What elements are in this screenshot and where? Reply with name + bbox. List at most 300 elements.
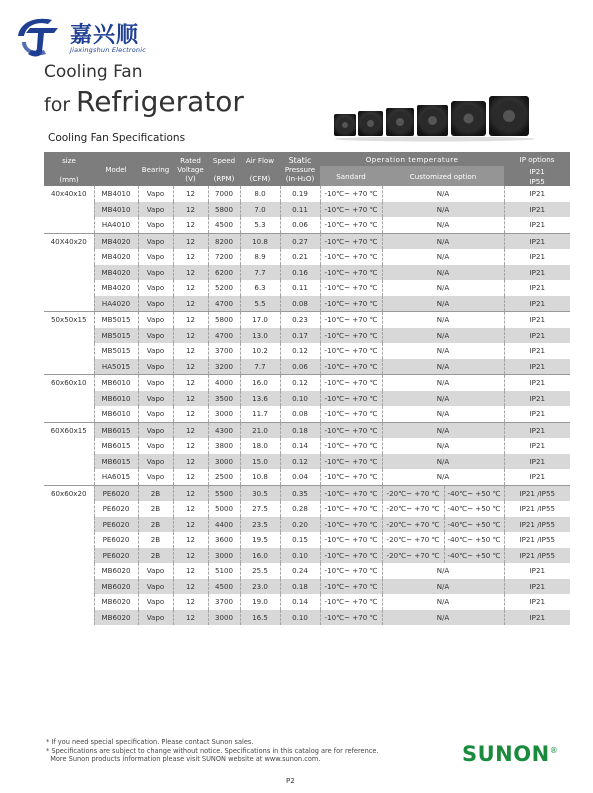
cell-pressure: 0.11 [280, 202, 320, 218]
cell-standard-temp: -10℃~ +70 ℃ [320, 359, 382, 375]
cell-voltage: 12 [173, 485, 208, 501]
cell-speed: 7200 [208, 249, 240, 265]
cell-size [44, 438, 94, 454]
cell-model: MB5015 [94, 328, 138, 344]
cell-bearing: Vapo [138, 579, 173, 595]
table-row [44, 249, 570, 265]
cell-customized-1: N/A [382, 359, 504, 375]
spec-section-heading: Cooling Fan Specifications [48, 132, 186, 144]
cell-standard-temp: -10℃~ +70 ℃ [320, 343, 382, 359]
cell-voltage: 12 [173, 501, 208, 517]
jxs-logo-icon [12, 12, 68, 60]
cell-speed: 3700 [208, 594, 240, 610]
cell-ip: IP21 /IP55 [519, 504, 555, 514]
header-size-unit: (mm) [59, 175, 79, 184]
cell-model: MB5015 [94, 312, 138, 328]
cell-standard-temp: -10℃~ +70 ℃ [320, 548, 382, 564]
cell-size [44, 343, 94, 359]
cell-ip: IP21 [529, 409, 545, 419]
cell-airflow: 5.3 [240, 217, 280, 233]
cell-customized-1: N/A [382, 391, 504, 407]
cell-airflow: 21.0 [240, 422, 280, 438]
header-size-label: size [62, 156, 76, 165]
cell-ip: IP21 [529, 220, 545, 230]
footnote-3: More Sunon products information please visit SUNON website at www.sunon.com. [46, 755, 321, 763]
cell-bearing: Vapo [138, 359, 173, 375]
cell-customized-1: N/A [382, 249, 504, 265]
header-ip55: IP55 [504, 176, 570, 186]
cell-bearing: Vapo [138, 280, 173, 296]
cell-customized-1: N/A [382, 422, 504, 438]
cell-size: 60x60x10 [44, 375, 94, 391]
cell-voltage: 12 [173, 532, 208, 548]
cell-customized-2: -40℃~ +50 ℃ [444, 485, 504, 501]
header-pressure [280, 152, 320, 186]
table-row [44, 517, 570, 533]
cell-size: 40X40x20 [44, 233, 94, 249]
cell-speed: 4500 [208, 579, 240, 595]
cell-ip: IP21 [504, 391, 570, 407]
header-pressure-unit: (In-H₂O) [285, 173, 315, 183]
cell-bearing: 2B [138, 485, 173, 501]
cell-speed: 6200 [208, 265, 240, 281]
cell-customized-1: N/A [382, 406, 504, 422]
cell-customized-1: N/A [382, 202, 504, 218]
table-row [44, 594, 570, 610]
cell-customized-1: N/A [382, 328, 504, 344]
cell-customized-1: N/A [382, 217, 504, 233]
cell-ip: IP21 [504, 610, 570, 626]
cell-customized-1: -20℃~ +70 ℃ [382, 501, 444, 517]
cell-model: HA5015 [94, 359, 138, 375]
cell-pressure: 0.21 [280, 249, 320, 265]
spec-table [44, 152, 570, 625]
cell-size [44, 391, 94, 407]
cell-airflow: 19.0 [240, 594, 280, 610]
table-row [44, 563, 570, 579]
cell-ip: IP21 [504, 579, 570, 595]
cell-voltage: 12 [173, 359, 208, 375]
cell-ip: IP21 [504, 375, 570, 391]
cell-airflow: 11.7 [240, 406, 280, 422]
cell-size: 40x40x10 [44, 186, 94, 202]
cell-model: MB4020 [94, 233, 138, 249]
cell-customized-2: -40℃~ +50 ℃ [444, 501, 504, 517]
header-model: Model [94, 152, 138, 186]
cell-standard-temp: -10℃~ +70 ℃ [320, 249, 382, 265]
cell-model: PE6020 [94, 501, 138, 517]
table-row [44, 328, 570, 344]
header-airflow [240, 152, 280, 186]
cell-bearing: Vapo [138, 610, 173, 626]
cell-speed: 3000 [208, 610, 240, 626]
cell-standard-temp: -10℃~ +70 ℃ [320, 202, 382, 218]
cell-bearing: 2B [138, 501, 173, 517]
cell-voltage: 12 [173, 454, 208, 470]
cell-ip: IP21 [529, 189, 545, 199]
cell-ip: IP21 [529, 441, 545, 451]
cell-speed: 3600 [208, 532, 240, 548]
header-speed [208, 152, 240, 186]
cell-airflow: 8.0 [240, 186, 280, 202]
header-voltage-label: Voltage [177, 164, 204, 174]
cell-standard-temp: -10℃~ +70 ℃ [320, 563, 382, 579]
cell-ip: IP21 [504, 312, 570, 328]
cell-voltage: 12 [173, 202, 208, 218]
page-number: P2 [286, 777, 295, 785]
cell-customized-1: N/A [382, 594, 504, 610]
cell-bearing: Vapo [138, 422, 173, 438]
header-size [44, 152, 94, 186]
cell-pressure: 0.10 [280, 610, 320, 626]
cell-customized-1: N/A [382, 438, 504, 454]
cell-voltage: 12 [173, 563, 208, 579]
cell-airflow: 25.5 [240, 563, 280, 579]
cell-ip: IP21 [529, 283, 545, 293]
cell-voltage: 12 [173, 328, 208, 344]
footnotes [46, 738, 379, 764]
table-row [44, 579, 570, 595]
table-row [44, 296, 570, 312]
cell-model: PE6020 [94, 517, 138, 533]
cell-airflow: 10.8 [240, 469, 280, 485]
cell-speed: 3800 [208, 438, 240, 454]
cell-model: PE6020 [94, 485, 138, 501]
cell-model: MB4020 [94, 249, 138, 265]
cell-size [44, 202, 94, 218]
table-row [44, 217, 570, 233]
cell-airflow: 7.0 [240, 202, 280, 218]
cell-size [44, 579, 94, 595]
table-row [44, 280, 570, 296]
cell-pressure: 0.06 [280, 359, 320, 375]
cell-voltage: 12 [173, 217, 208, 233]
header-speed-unit: (RPM) [213, 173, 235, 183]
cell-voltage: 12 [173, 438, 208, 454]
cell-pressure: 0.11 [280, 280, 320, 296]
cell-standard-temp: -10℃~ +70 ℃ [320, 579, 382, 595]
cell-speed: 5100 [208, 563, 240, 579]
header-standard: Sandard [320, 166, 382, 186]
cell-airflow: 18.0 [240, 438, 280, 454]
cell-size [44, 296, 94, 312]
cell-airflow: 30.5 [240, 485, 280, 501]
cell-size [44, 217, 94, 233]
cell-customized-1: -20℃~ +70 ℃ [382, 548, 444, 564]
cell-voltage: 12 [173, 594, 208, 610]
cell-pressure: 0.35 [280, 485, 320, 501]
cell-customized-1: N/A [382, 563, 504, 579]
cell-customized-1: N/A [382, 610, 504, 626]
cell-bearing: Vapo [138, 265, 173, 281]
cell-pressure: 0.18 [280, 422, 320, 438]
cell-bearing: Vapo [138, 233, 173, 249]
cell-speed: 5500 [208, 485, 240, 501]
cell-voltage: 12 [173, 422, 208, 438]
cell-ip: IP21 [504, 359, 570, 375]
table-row [44, 501, 570, 517]
cell-voltage: 12 [173, 186, 208, 202]
cell-size [44, 249, 94, 265]
cell-size [44, 532, 94, 548]
cell-ip: IP21 [529, 597, 545, 607]
header-operation-temperature: Operation temperature [320, 152, 504, 166]
cell-standard-temp: -10℃~ +70 ℃ [320, 312, 382, 328]
cell-model: MB6015 [94, 438, 138, 454]
table-row [44, 359, 570, 375]
cell-standard-temp: -10℃~ +70 ℃ [320, 186, 382, 202]
cell-voltage: 12 [173, 610, 208, 626]
cell-voltage: 12 [173, 579, 208, 595]
company-logo [12, 12, 212, 62]
cell-standard-temp: -10℃~ +70 ℃ [320, 485, 382, 501]
cell-standard-temp: -10℃~ +70 ℃ [320, 233, 382, 249]
cell-voltage: 12 [173, 265, 208, 281]
header-bearing: Bearing [138, 152, 173, 186]
cell-bearing: Vapo [138, 469, 173, 485]
cell-bearing: Vapo [138, 186, 173, 202]
cell-bearing: Vapo [138, 328, 173, 344]
cell-standard-temp: -10℃~ +70 ℃ [320, 594, 382, 610]
cell-voltage: 12 [173, 280, 208, 296]
header-static-label: Static [288, 155, 312, 165]
cell-size: 60X60x15 [44, 422, 94, 438]
header-ip-options: IP options [504, 152, 570, 166]
cell-standard-temp: -10℃~ +70 ℃ [320, 217, 382, 233]
cell-model: MB4020 [94, 265, 138, 281]
table-row [44, 548, 570, 564]
cell-customized-1: N/A [382, 312, 504, 328]
cell-standard-temp: -10℃~ +70 ℃ [320, 391, 382, 407]
cell-bearing: Vapo [138, 202, 173, 218]
cell-size [44, 359, 94, 375]
table-row [44, 312, 570, 328]
cell-pressure: 0.28 [280, 501, 320, 517]
cell-customized-1: N/A [382, 186, 504, 202]
cell-customized-1: -20℃~ +70 ℃ [382, 485, 444, 501]
cell-pressure: 0.23 [280, 312, 320, 328]
cell-bearing: Vapo [138, 563, 173, 579]
cell-pressure: 0.04 [280, 469, 320, 485]
cell-ip: IP21 [529, 472, 545, 482]
cell-voltage: 12 [173, 343, 208, 359]
cell-bearing: Vapo [138, 312, 173, 328]
cell-voltage: 12 [173, 312, 208, 328]
spec-table-header [44, 152, 570, 186]
header-airflow-unit: (CFM) [249, 173, 271, 183]
cell-standard-temp: -10℃~ +70 ℃ [320, 517, 382, 533]
cell-speed: 5000 [208, 501, 240, 517]
cell-size [44, 563, 94, 579]
cell-model: MB6020 [94, 579, 138, 595]
cell-size [44, 280, 94, 296]
cell-pressure: 0.12 [280, 375, 320, 391]
cell-voltage: 12 [173, 406, 208, 422]
cell-bearing: Vapo [138, 217, 173, 233]
table-row [44, 186, 570, 202]
sunon-wordmark: SUNON [462, 742, 550, 766]
fan-product-image [330, 92, 545, 142]
cell-standard-temp: -10℃~ +70 ℃ [320, 328, 382, 344]
cell-pressure: 0.10 [280, 391, 320, 407]
cell-speed: 4700 [208, 328, 240, 344]
cell-size [44, 517, 94, 533]
cell-pressure: 0.19 [280, 186, 320, 202]
cell-bearing: Vapo [138, 454, 173, 470]
cell-airflow: 8.9 [240, 249, 280, 265]
table-row [44, 485, 570, 501]
cell-standard-temp: -10℃~ +70 ℃ [320, 280, 382, 296]
cell-size [44, 469, 94, 485]
cell-pressure: 0.12 [280, 454, 320, 470]
cell-size [44, 594, 94, 610]
cell-customized-2: -40℃~ +50 ℃ [444, 517, 504, 533]
cell-bearing: Vapo [138, 406, 173, 422]
cell-airflow: 16.0 [240, 375, 280, 391]
header-airflow-label: Air Flow [245, 155, 275, 165]
header-customized: Customized option [382, 166, 504, 186]
footnote-2: * Specifications are subject to change without notice. Specifications in this catalog are for reference. [46, 746, 379, 755]
cell-pressure: 0.14 [280, 438, 320, 454]
cell-model: HA4010 [94, 217, 138, 233]
cell-airflow: 17.0 [240, 312, 280, 328]
cell-bearing: Vapo [138, 594, 173, 610]
cell-customized-1: N/A [382, 280, 504, 296]
cell-customized-1: N/A [382, 265, 504, 281]
sunon-logo [462, 742, 558, 766]
cell-bearing: Vapo [138, 391, 173, 407]
cell-pressure: 0.15 [280, 532, 320, 548]
page-title-line1: Cooling Fan [44, 62, 143, 82]
cell-model: MB6015 [94, 422, 138, 438]
cell-customized-2: -40℃~ +50 ℃ [444, 532, 504, 548]
footnote-1: * If you need special specification. Please contact Sunon sales. [46, 738, 254, 746]
table-row [44, 391, 570, 407]
cell-speed: 2500 [208, 469, 240, 485]
header-ip21: IP21 [504, 166, 570, 176]
cell-customized-1: N/A [382, 375, 504, 391]
cell-ip: IP21 [529, 566, 545, 576]
page-title-main: Refrigerator [76, 85, 244, 118]
cell-size [44, 328, 94, 344]
cell-speed: 8200 [208, 233, 240, 249]
cell-speed: 3000 [208, 548, 240, 564]
header-voltage [173, 152, 208, 186]
cell-speed: 4000 [208, 375, 240, 391]
cell-ip: IP21 [529, 252, 545, 262]
cell-pressure: 0.14 [280, 594, 320, 610]
cell-pressure: 0.20 [280, 517, 320, 533]
cell-speed: 5800 [208, 202, 240, 218]
cell-airflow: 16.0 [240, 548, 280, 564]
cell-customized-1: N/A [382, 469, 504, 485]
table-row [44, 610, 570, 626]
table-row [44, 375, 570, 391]
cell-airflow: 5.5 [240, 296, 280, 312]
page-title-prefix: for [44, 94, 71, 116]
table-row [44, 406, 570, 422]
cell-ip: IP21 [504, 202, 570, 218]
cell-speed: 5800 [208, 312, 240, 328]
cell-airflow: 23.0 [240, 579, 280, 595]
cell-ip: IP21 [504, 422, 570, 438]
cell-size [44, 406, 94, 422]
cell-customized-2: -40℃~ +50 ℃ [444, 548, 504, 564]
cell-pressure: 0.12 [280, 343, 320, 359]
cell-speed: 4400 [208, 517, 240, 533]
cell-speed: 3000 [208, 454, 240, 470]
table-row [44, 233, 570, 249]
cell-pressure: 0.27 [280, 233, 320, 249]
cell-ip: IP21 [504, 296, 570, 312]
cell-pressure: 0.10 [280, 548, 320, 564]
cell-ip: IP21 [504, 328, 570, 344]
table-row [44, 454, 570, 470]
cell-model: MB6010 [94, 406, 138, 422]
cell-speed: 4300 [208, 422, 240, 438]
table-row [44, 422, 570, 438]
header-pressure-label: Pressure [284, 164, 316, 174]
cell-standard-temp: -10℃~ +70 ℃ [320, 532, 382, 548]
cell-size [44, 501, 94, 517]
cell-airflow: 6.3 [240, 280, 280, 296]
cell-pressure: 0.06 [280, 217, 320, 233]
cell-speed: 3000 [208, 406, 240, 422]
cell-ip: IP21 [504, 233, 570, 249]
header-speed-label: Speed [212, 155, 236, 165]
cell-size: 60x60x20 [44, 485, 94, 501]
cell-bearing: 2B [138, 548, 173, 564]
brand-en-name: Jiaxingshun Electronic [70, 46, 146, 54]
table-row [44, 265, 570, 281]
cell-model: MB4020 [94, 280, 138, 296]
cell-airflow: 23.5 [240, 517, 280, 533]
cell-airflow: 10.8 [240, 233, 280, 249]
cell-standard-temp: -10℃~ +70 ℃ [320, 422, 382, 438]
cell-bearing: Vapo [138, 438, 173, 454]
cell-customized-1: N/A [382, 343, 504, 359]
brand-cn-name: 嘉兴顺 [70, 23, 140, 48]
cell-bearing: Vapo [138, 296, 173, 312]
table-row [44, 343, 570, 359]
cell-ip: IP21 /IP55 [504, 548, 570, 564]
cell-standard-temp: -10℃~ +70 ℃ [320, 454, 382, 470]
table-row [44, 532, 570, 548]
cell-standard-temp: -10℃~ +70 ℃ [320, 406, 382, 422]
cell-standard-temp: -10℃~ +70 ℃ [320, 265, 382, 281]
cell-ip: IP21 /IP55 [519, 535, 555, 545]
spec-table-body [44, 186, 570, 625]
cell-pressure: 0.24 [280, 563, 320, 579]
cell-model: MB6010 [94, 375, 138, 391]
header-rated-label: Rated [180, 155, 201, 165]
cell-speed: 4700 [208, 296, 240, 312]
cell-bearing: Vapo [138, 249, 173, 265]
header-voltage-unit: (V) [185, 173, 196, 183]
cell-model: HA4020 [94, 296, 138, 312]
cell-voltage: 12 [173, 375, 208, 391]
cell-speed: 3200 [208, 359, 240, 375]
cell-size [44, 454, 94, 470]
cell-voltage: 12 [173, 249, 208, 265]
cell-model: MB6020 [94, 594, 138, 610]
cell-voltage: 12 [173, 391, 208, 407]
cell-standard-temp: -10℃~ +70 ℃ [320, 469, 382, 485]
cell-airflow: 16.5 [240, 610, 280, 626]
cell-model: MB6020 [94, 563, 138, 579]
cell-airflow: 7.7 [240, 359, 280, 375]
cell-voltage: 12 [173, 469, 208, 485]
